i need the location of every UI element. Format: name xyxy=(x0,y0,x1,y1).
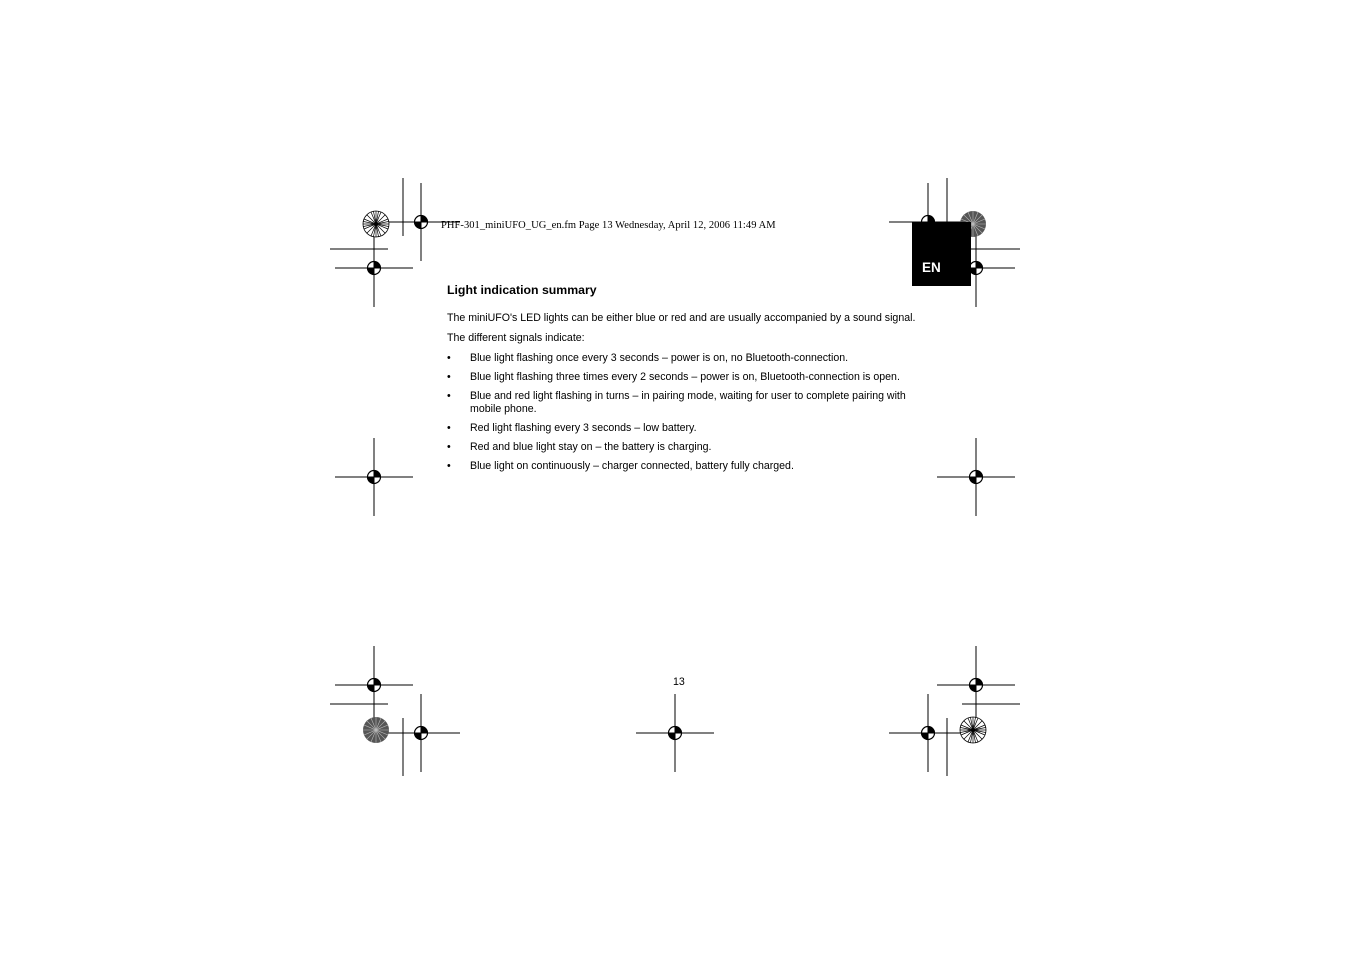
intro-paragraph: The miniUFO's LED lights can be either blue or red and are usually accompanied by a sound signal. xyxy=(447,312,916,324)
bullet-icon: • xyxy=(447,390,451,402)
starburst-mark-icon xyxy=(363,717,389,743)
starburst-mark-icon xyxy=(363,211,389,237)
list-item-text: Red light flashing every 3 seconds – low battery. xyxy=(470,422,697,434)
registration-mark-icon xyxy=(937,646,1015,724)
starburst-mark-icon xyxy=(960,717,986,743)
list-item xyxy=(447,390,917,416)
bullet-icon: • xyxy=(447,371,451,383)
bullet-icon: • xyxy=(447,441,451,453)
list-item-text: Red and blue light stay on – the battery is charging. xyxy=(470,441,712,453)
list-item-text: Blue light flashing once every 3 seconds – power is on, no Bluetooth-connection. xyxy=(470,352,849,364)
list-item-text: Blue light on continuously – charger connected, battery fully charged. xyxy=(470,460,794,472)
page-number: 13 xyxy=(673,676,685,688)
section-title: Light indication summary xyxy=(447,283,597,297)
language-tab xyxy=(912,222,971,286)
bullet-icon: • xyxy=(447,460,451,472)
registration-mark-icon xyxy=(335,438,413,516)
file-header-line: PHF-301_miniUFO_UG_en.fm Page 13 Wednesday, April 12, 2006 11:49 AM xyxy=(441,220,776,231)
bullet-icon: • xyxy=(447,422,451,434)
registration-mark-icon xyxy=(889,694,967,772)
list-item-text: Blue and red light flashing in turns – in pairing mode, waiting for user to complete pairing with mobile phone. xyxy=(470,390,906,415)
lead-paragraph: The different signals indicate: xyxy=(447,332,585,344)
list-item-text: Blue light flashing three times every 2 seconds – power is on, Bluetooth-connection is open. xyxy=(470,371,900,383)
list-item xyxy=(447,371,917,384)
main-content xyxy=(447,282,917,479)
list-item xyxy=(447,352,917,365)
bullet-icon: • xyxy=(447,352,451,364)
list-item xyxy=(447,460,917,473)
language-tab-label: EN xyxy=(922,260,941,275)
registration-mark-icon xyxy=(382,694,460,772)
registration-mark-icon xyxy=(335,646,413,724)
registration-mark-icon xyxy=(636,694,714,772)
signal-list xyxy=(447,352,917,473)
registration-mark-icon xyxy=(335,229,413,307)
registration-mark-icon xyxy=(937,438,1015,516)
list-item xyxy=(447,422,917,435)
list-item xyxy=(447,441,917,454)
